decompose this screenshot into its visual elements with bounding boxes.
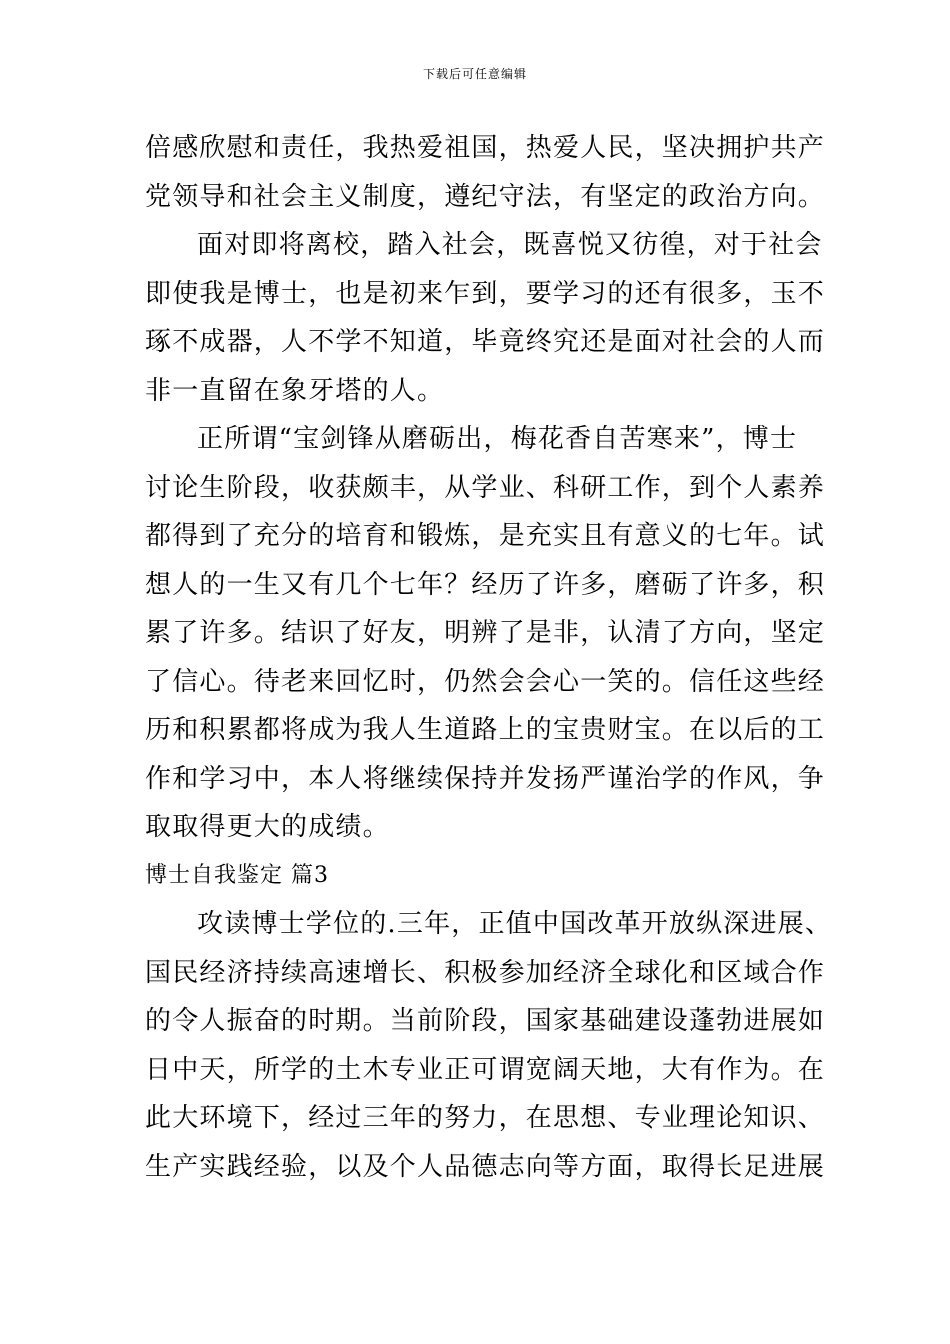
text-line: 日中天，所学的土木专业正可谓宽阔天地，大有作为。在	[145, 1054, 826, 1085]
text-line: 即使我是博士，也是初来乍到，要学习的还有很多，玉不	[145, 278, 826, 309]
paragraph-start-line: 正所谓“宝剑锋从磨砺出，梅花香自苦寒来”，博士	[197, 424, 798, 454]
text-line: 生产实践经验，以及个人品德志向等方面，取得长足进展	[145, 1151, 826, 1182]
page-header-note: 下载后可任意编辑	[422, 67, 527, 81]
paragraph-start-line: 面对即将离校，踏入社会，既喜悦又彷徨，对于社会	[197, 230, 823, 260]
text-line: 历和积累都将成为我人生道路上的宝贵财宝。在以后的工	[145, 715, 826, 745]
text-line: 了信心。待老来回忆时，仍然会会心一笑的。信任这些经	[145, 666, 826, 697]
text-line: 国民经济持续高速增长、积极参加经济全球化和区域合作	[145, 957, 826, 988]
section-heading: 博士自我鉴定 篇3	[145, 862, 329, 888]
text-line: 党领导和社会主义制度，遵纪守法，有坚定的政治方向。	[145, 181, 826, 212]
text-line: 想人的一生又有几个七年？经历了许多，磨砺了许多，积	[145, 569, 826, 600]
text-line: 非一直留在象牙塔的人。	[145, 375, 445, 406]
document-body	[145, 124, 833, 1191]
text-line: 琢不成器，人不学不知道，毕竟终究还是面对社会的人而	[145, 327, 826, 357]
text-line: 倍感欣慰和责任，我热爱祖国，热爱人民，坚决拥护共产	[145, 133, 826, 163]
text-line: 的令人振奋的时期。当前阶段，国家基础建设蓬勃进展如	[145, 1006, 826, 1036]
text-line: 作和学习中，本人将继续保持并发扬严谨治学的作风，争	[145, 763, 826, 794]
text-line: 讨论生阶段，收获颇丰，从学业、科研工作，到个人素养	[145, 472, 826, 503]
text-line: 此大环境下，经过三年的努力，在思想、专业理论知识、	[145, 1103, 826, 1133]
text-line: 取取得更大的成绩。	[145, 812, 390, 842]
text-line: 都得到了充分的培育和锻炼，是充实且有意义的七年。试	[145, 521, 826, 551]
text-line: 累了许多。结识了好友，明辨了是非，认清了方向，坚定	[145, 618, 826, 648]
paragraph-start-line: 攻读博士学位的.三年，正值中国改革开放纵深进展、	[197, 909, 833, 939]
